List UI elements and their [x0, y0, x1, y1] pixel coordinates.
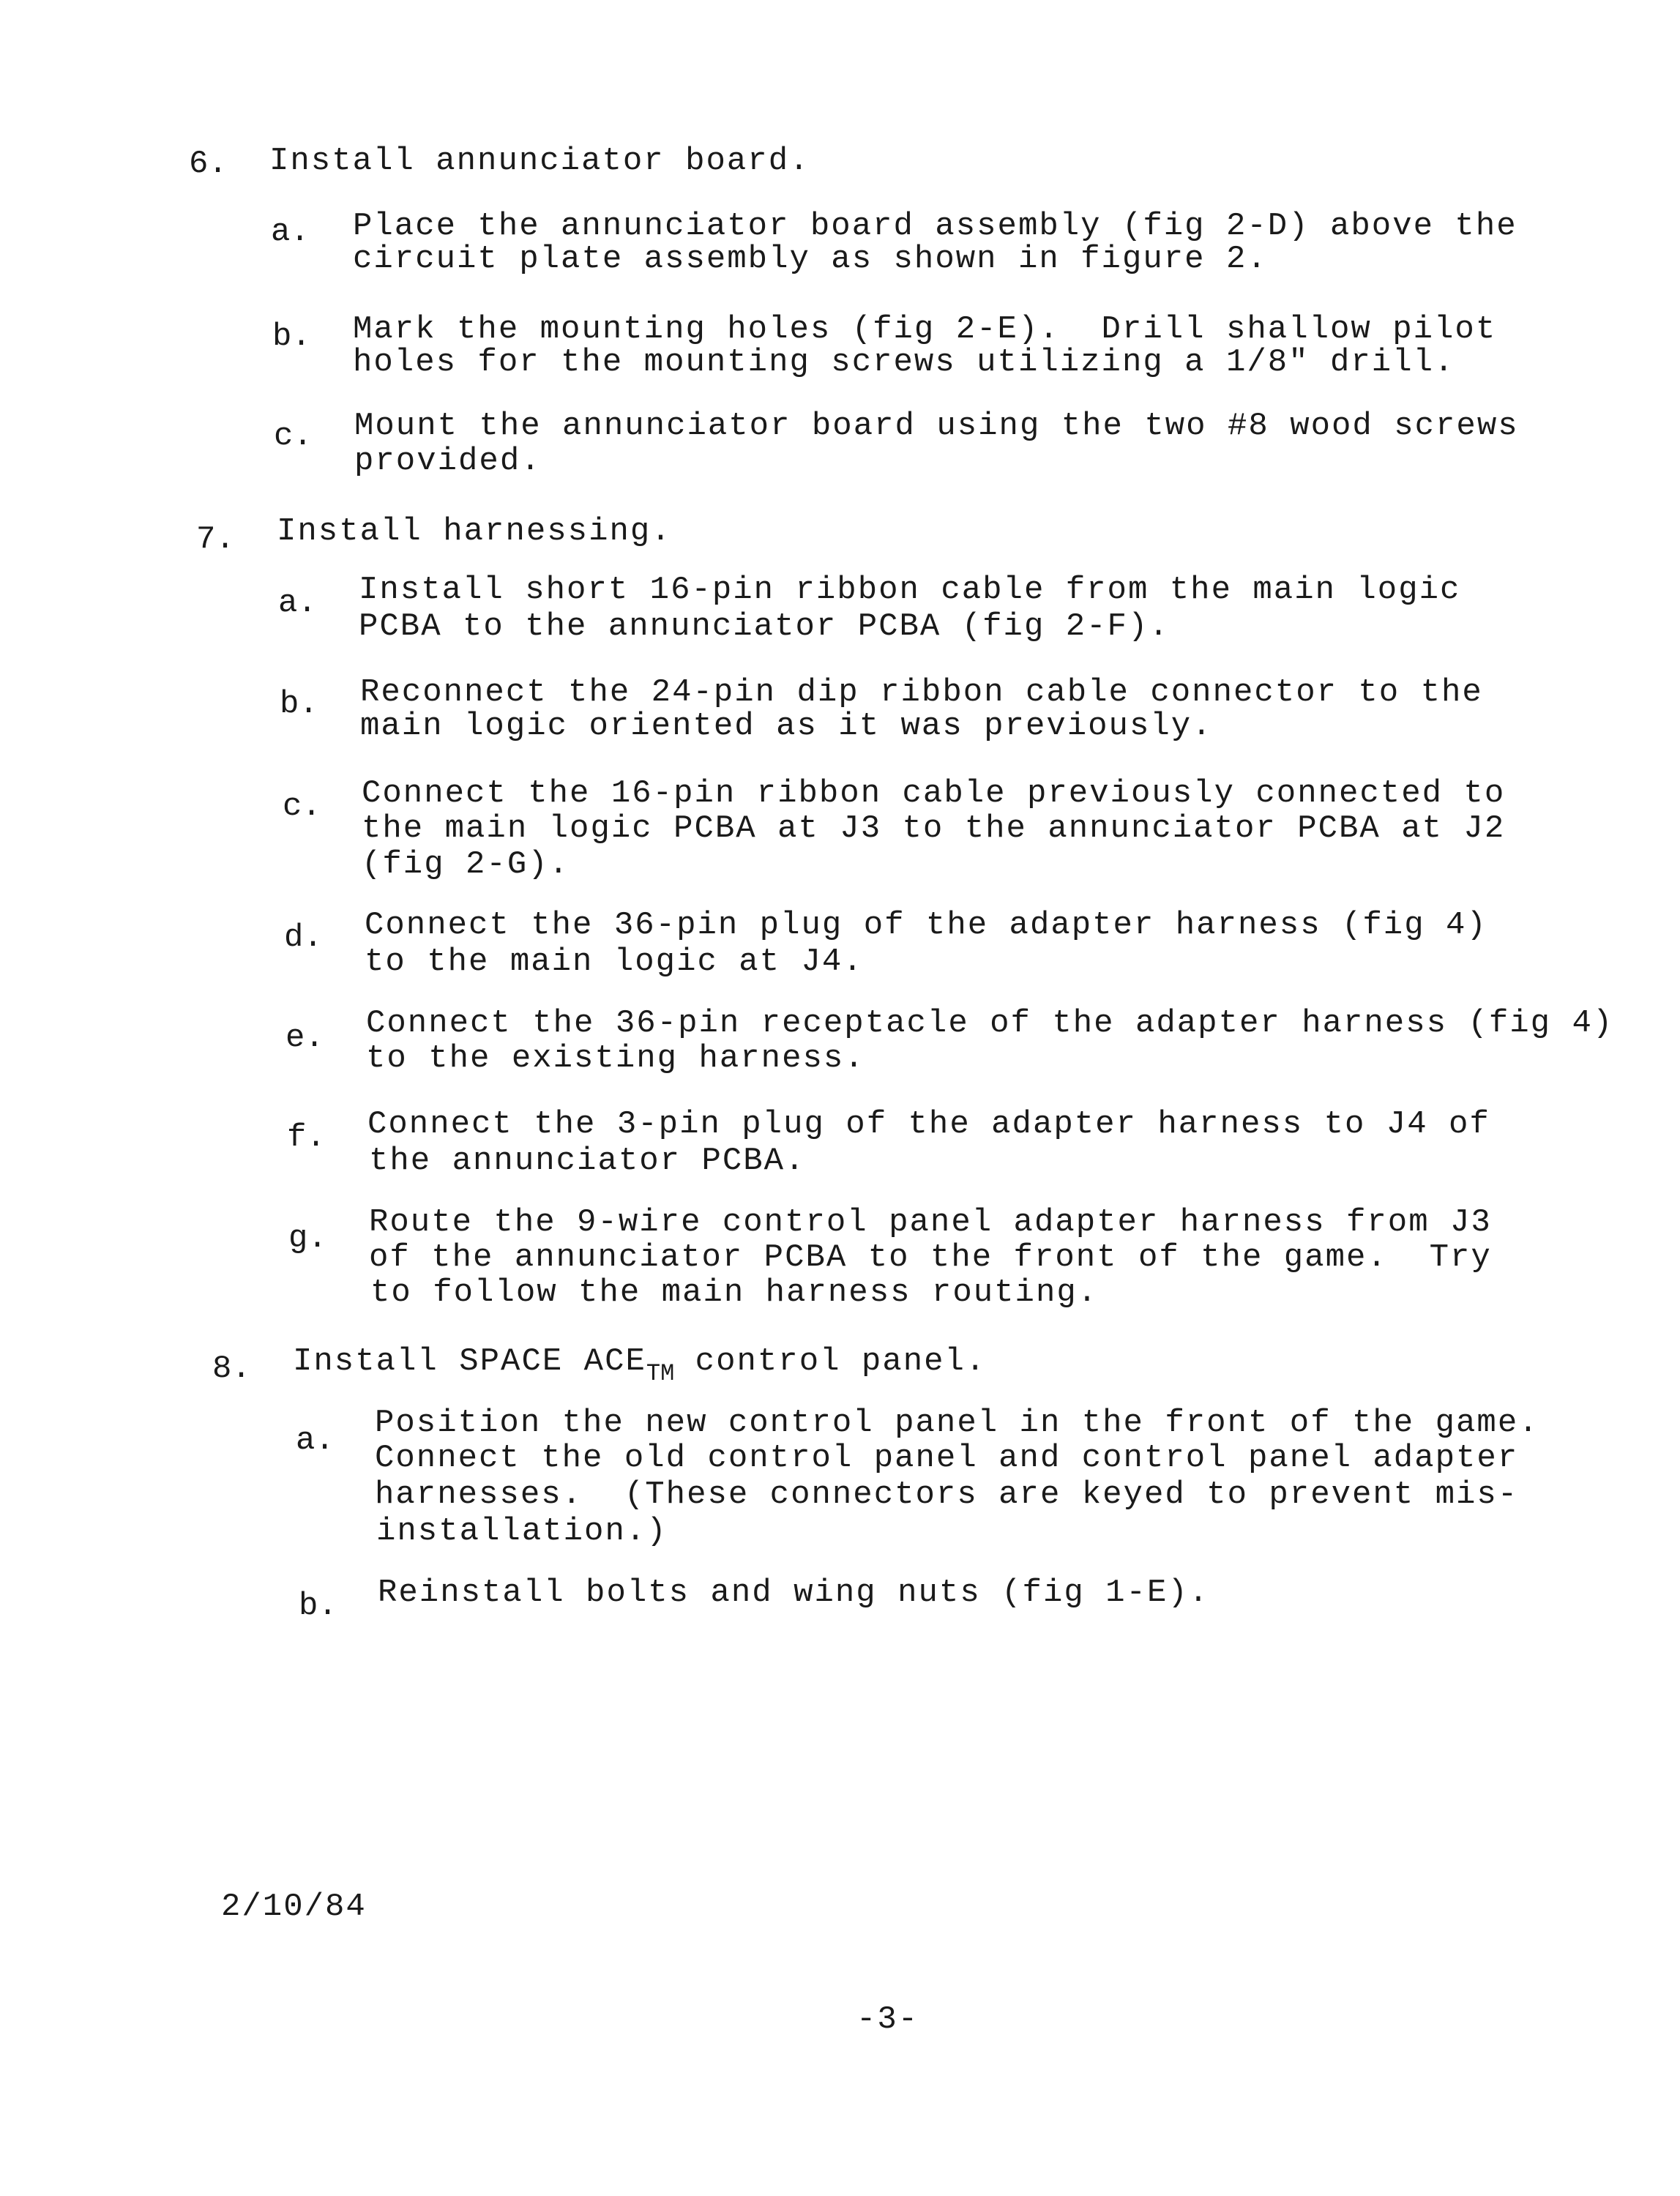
step-7g-line-2: of the annunciator PCBA to the front of the game. Try	[369, 1239, 1492, 1276]
step-7a-line-1: Install short 16-pin ribbon cable from the main logic	[359, 572, 1461, 608]
step-8-number: 8.	[212, 1351, 251, 1387]
step-6-number: 6.	[189, 146, 228, 182]
step-7f-letter: f.	[287, 1119, 326, 1156]
step-8b-line-1: Reinstall bolts and wing nuts (fig 1-E).	[378, 1575, 1210, 1611]
step-7c-line-2: the main logic PCBA at J3 to the annunciator PCBA at J2	[362, 810, 1506, 847]
step-7e-line-2: to the existing harness.	[366, 1040, 865, 1077]
step-7g-letter: g.	[288, 1220, 327, 1257]
step-8-title-prefix: Install SPACE ACE	[293, 1343, 646, 1380]
step-7d-line-1: Connect the 36-pin plug of the adapter harness (fig 4)	[365, 907, 1487, 944]
step-7d-letter: d.	[284, 919, 323, 956]
step-8a-line-2: Connect the old control panel and control panel adapter	[375, 1440, 1519, 1476]
step-8-title	[293, 1343, 987, 1387]
step-7c-line-3: (fig 2-G).	[362, 846, 570, 883]
step-7b-letter: b.	[280, 686, 318, 722]
step-7d-line-2: to the main logic at J4.	[365, 944, 864, 980]
step-7g-line-3: to follow the main harness routing.	[370, 1274, 1099, 1311]
step-8a-line-3: harnesses. (These connectors are keyed to prevent mis-	[375, 1476, 1519, 1513]
step-6a-line-2: circuit plate assembly as shown in figure 2.	[353, 241, 1268, 277]
step-6a-letter: a.	[271, 214, 310, 250]
step-7b-line-2: main logic oriented as it was previously.	[360, 708, 1213, 744]
step-8-title-suffix: control panel.	[674, 1343, 987, 1380]
step-8a-letter: a.	[296, 1422, 335, 1459]
step-7f-line-1: Connect the 3-pin plug of the adapter harness to J4 of	[367, 1106, 1490, 1143]
step-6b-letter: b.	[272, 318, 311, 355]
step-7-number: 7.	[196, 521, 235, 558]
step-6c-letter: c.	[274, 418, 313, 455]
step-7b-line-1: Reconnect the 24-pin dip ribbon cable connector to the	[360, 674, 1483, 711]
step-6-title: Install annunciator board.	[269, 143, 810, 179]
step-6c-line-2: provided.	[354, 443, 542, 479]
step-7e-letter: e.	[285, 1020, 324, 1056]
step-8a-line-1: Position the new control panel in the front of the game.	[375, 1405, 1539, 1441]
trademark-subscript: TM	[646, 1360, 675, 1387]
step-6c-line-1: Mount the annunciator board using the two #8 wood screws	[354, 408, 1519, 444]
step-7g-line-1: Route the 9-wire control panel adapter harness from J3	[369, 1204, 1492, 1241]
step-7e-line-1: Connect the 36-pin receptacle of the adapter harness (fig 4)	[366, 1005, 1614, 1042]
step-6b-line-2: holes for the mounting screws utilizing a 1/8" drill.	[353, 344, 1455, 381]
step-8b-letter: b.	[299, 1588, 337, 1624]
step-7-title: Install harnessing.	[277, 513, 672, 550]
step-7a-letter: a.	[278, 585, 317, 621]
step-6b-line-1: Mark the mounting holes (fig 2-E). Drill shallow pilot	[353, 311, 1497, 348]
step-8a-line-4: installation.)	[376, 1513, 668, 1550]
step-7c-letter: c.	[283, 788, 321, 825]
step-7a-line-2: PCBA to the annunciator PCBA (fig 2-F).	[359, 608, 1170, 645]
step-7f-line-2: the annunciator PCBA.	[369, 1143, 806, 1179]
document-date: 2/10/84	[221, 1889, 367, 1925]
page-number: -3-	[856, 2001, 919, 2038]
step-6a-line-1: Place the annunciator board assembly (fig 2-D) above the	[353, 208, 1517, 244]
step-7c-line-1: Connect the 16-pin ribbon cable previously connected to	[362, 775, 1506, 812]
